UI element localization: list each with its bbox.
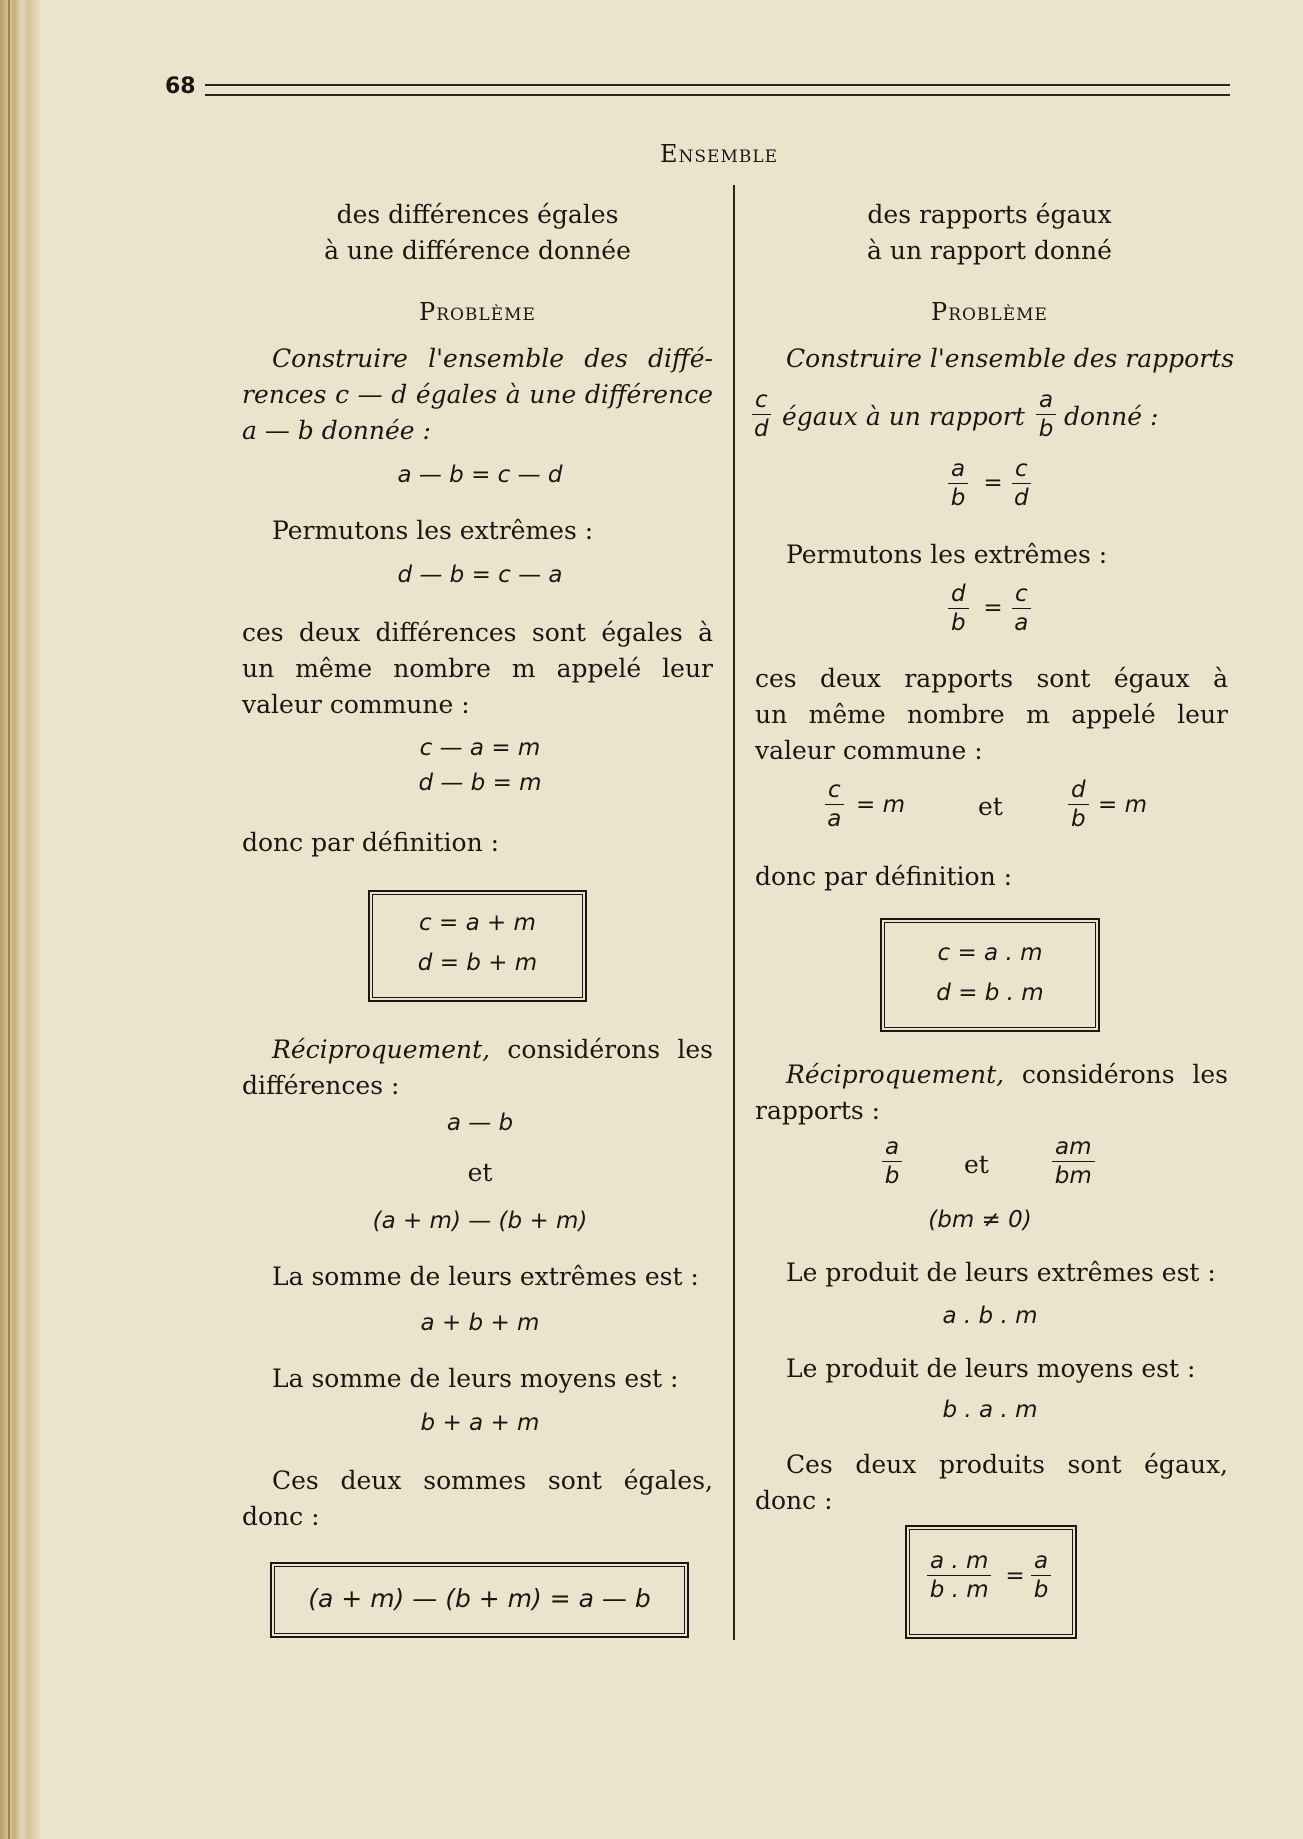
left-definition-text: donc par définition :	[242, 828, 500, 857]
right-final-equals: =	[1005, 1563, 1025, 1589]
left-box-line-2: d = b + m	[417, 950, 538, 976]
right-equation-7: a . b . m	[942, 1303, 1038, 1329]
right-and-text-1: et	[978, 792, 1003, 821]
right-reciprocal-line-1: Réciproquement, considérons les	[786, 1060, 1228, 1089]
left-statement-line-2: rences c — d égales à une différence	[242, 380, 713, 409]
left-definition-box	[368, 890, 587, 1002]
page-number: 68	[165, 74, 196, 99]
left-sum-extremes-text: La somme de leurs extrêmes est :	[272, 1262, 699, 1291]
right-conclusion-line-1: Ces deux produits sont égaux,	[786, 1450, 1228, 1479]
right-title-line-1: des rapports égaux	[867, 200, 1112, 229]
right-condition: (bm ≠ 0)	[928, 1207, 1032, 1233]
right-fraction-am-over-bm: $\frac{am}{bm}$	[1052, 1133, 1095, 1190]
left-sum-means-text: La somme de leurs moyens est :	[272, 1364, 679, 1393]
right-eq1-equals: =	[983, 470, 1003, 496]
left-equation-6: (a + m) — (b + m)	[372, 1208, 588, 1234]
left-and-text: et	[467, 1158, 493, 1187]
left-statement-line-3: a — b donnée :	[242, 416, 431, 445]
left-final-equation: (a + m) — (b + m) = a — b	[308, 1584, 651, 1613]
page-header: Ensemble	[660, 140, 779, 168]
right-statement-line-2b: donné :	[1064, 402, 1159, 431]
right-product-means-text: Le produit de leurs moyens est :	[786, 1354, 1196, 1383]
left-equation-1: a — b = c — d	[397, 462, 563, 488]
left-permute-text: Permutons les extrêmes :	[272, 516, 594, 545]
right-final-box	[905, 1525, 1077, 1639]
left-paragraph-line-2: un même nombre m appelé leur	[242, 654, 713, 683]
right-definition-box	[880, 918, 1100, 1032]
right-fraction-a-over-b-2: $\frac{a}{b}$	[882, 1133, 902, 1190]
left-title-line-1: des différences égales	[336, 200, 619, 229]
right-permute-text: Permutons les extrêmes :	[786, 540, 1108, 569]
book-spine	[0, 0, 40, 1839]
reciprocal-word: Réciproquement,	[272, 1035, 491, 1064]
reciprocal-word: Réciproquement,	[786, 1060, 1005, 1089]
left-equation-7: a + b + m	[420, 1310, 540, 1336]
left-equation-2: d — b = c — a	[397, 562, 563, 588]
right-eq1-left-fraction: $\frac{a}{b}$	[948, 455, 968, 512]
column-divider	[733, 185, 735, 1640]
right-box-line-1: c = a . m	[937, 940, 1043, 966]
right-eq3-value: = m	[856, 792, 905, 818]
right-final-left-fraction: $\frac{a . m}{b . m}$	[927, 1547, 991, 1604]
right-equation-8: b . a . m	[942, 1397, 1038, 1423]
left-reciprocal-line-1: Réciproquement, considérons les	[272, 1035, 713, 1064]
left-statement-line-1: Construire l'ensemble des diffé-	[272, 344, 713, 373]
right-fraction-a-over-b: $\frac{a}{b}$	[1036, 386, 1056, 443]
right-reciprocal-line-2: rapports :	[755, 1096, 881, 1125]
left-final-box	[270, 1562, 689, 1638]
right-paragraph-line-1: ces deux rapports sont égaux à	[755, 664, 1228, 693]
left-probleme-heading: Problème	[419, 298, 536, 326]
right-probleme-heading: Problème	[931, 298, 1048, 326]
left-equation-8: b + a + m	[420, 1410, 540, 1436]
left-box-line-1: c = a + m	[419, 910, 536, 936]
right-conclusion-line-2: donc :	[755, 1486, 833, 1515]
right-statement-line-2a: égaux à un rapport	[782, 402, 1025, 431]
right-eq1-right-fraction: $\frac{c}{d}$	[1012, 455, 1031, 512]
left-equation-5: a — b	[446, 1110, 514, 1136]
left-equation-4: d — b = m	[418, 770, 542, 796]
right-and-text-2: et	[964, 1150, 989, 1179]
right-statement-line-1: Construire l'ensemble des rapports	[786, 344, 1235, 373]
right-paragraph-line-3: valeur commune :	[755, 736, 983, 765]
right-paragraph-line-2: un même nombre m appelé leur	[755, 700, 1228, 729]
right-eq2-left-fraction: $\frac{d}{b}$	[948, 580, 969, 637]
right-fraction-d-over-b: $\frac{d}{b}$	[1068, 776, 1089, 833]
left-conclusion-line-2: donc :	[242, 1502, 320, 1531]
right-final-right-fraction: $\frac{a}{b}$	[1031, 1547, 1051, 1604]
right-eq2-right-fraction: $\frac{c}{a}$	[1012, 580, 1031, 637]
right-definition-text: donc par définition :	[755, 862, 1013, 891]
left-reciprocal-line-2: différences :	[242, 1071, 400, 1100]
right-fraction-c-over-d: $\frac{c}{d}$	[752, 386, 771, 443]
right-title-line-2: à un rapport donné	[867, 236, 1112, 265]
left-paragraph-line-1: ces deux différences sont égales à	[242, 618, 713, 647]
right-product-extremes-text: Le produit de leurs extrêmes est :	[786, 1258, 1216, 1287]
right-box-line-2: d = b . m	[936, 980, 1044, 1006]
left-title-line-2: à une différence donnée	[324, 236, 631, 265]
header-rule	[205, 84, 1230, 96]
left-paragraph-line-3: valeur commune :	[242, 690, 470, 719]
left-conclusion-line-1: Ces deux sommes sont égales,	[272, 1466, 713, 1495]
right-eq2-equals: =	[983, 595, 1003, 621]
right-eq4-value: = m	[1098, 792, 1147, 818]
left-equation-3: c — a = m	[419, 735, 541, 761]
right-fraction-c-over-a: $\frac{c}{a}$	[825, 776, 844, 833]
